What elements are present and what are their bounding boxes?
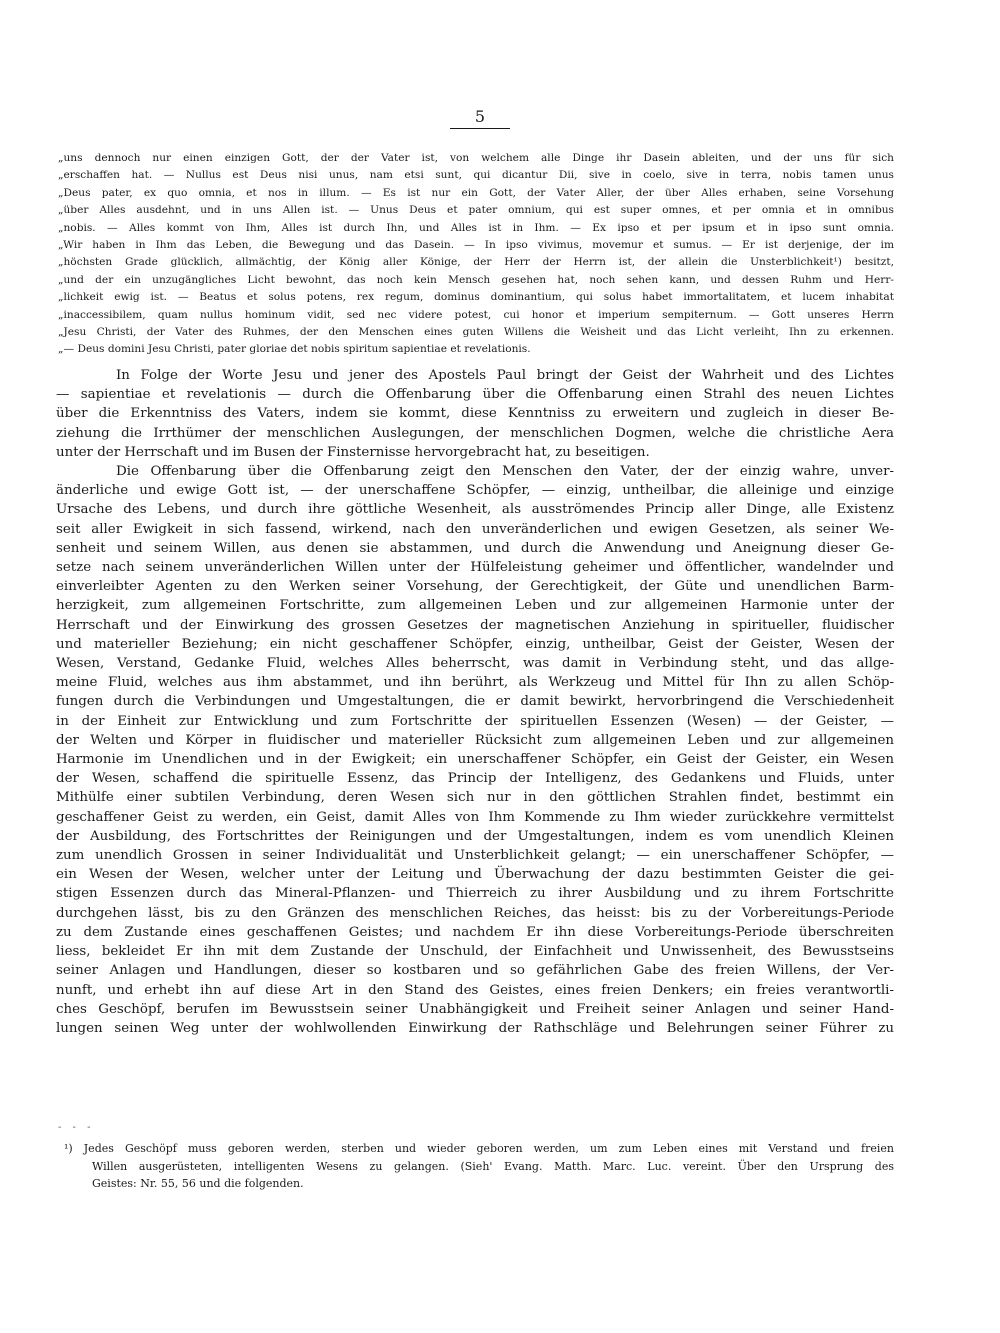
quotation-line: „und der ein unzugängliches Licht bewohnt, das noch kein Mensch gesehen hat, noch sehen kann, und dessen Ruhm und Herr- — [58, 273, 894, 286]
text-line: unter der Herrschaft und im Busen der Finsternisse hervorgebracht hat, zu beseitigen. — [56, 444, 650, 460]
quotation-line: „erschaffen hat. — Nullus est Deus nisi unus, nam etsi sunt, qui dicantur Dii, sive in coelo, sive in terra, nobis tamen unus — [58, 169, 894, 182]
footnote-line: Willen ausgerüsteten, intelligenten Wesens zu gelangen. (Sieh' Evang. Matth. Marc. Luc. vereint. Über den Ursprung des — [92, 1159, 894, 1173]
text-line: der Wesen, schaffend die spirituelle Essenz, das Princip der Intelligenz, des Gedankens und Fluids, unter — [56, 771, 894, 787]
text-line: Ursache des Lebens, und durch ihre göttliche Wesenheit, als ausströmendes Princip aller Dinge, alle Existenz — [56, 502, 894, 518]
footnote-separator: - - - — [58, 1122, 95, 1133]
text-line: ches Geschöpf, berufen im Bewusstsein seiner Unabhängigkeit und Freiheit seiner Anlagen und seiner Hand- — [56, 1001, 894, 1017]
text-line: seiner Anlagen und Handlungen, dieser so kostbaren und so gefährlichen Gabe des freien Willens, der Ver- — [56, 963, 894, 979]
text-line: in der Einheit zur Entwicklung und zum Fortschritte der spirituellen Essenzen (Wesen) — der Geister, — — [56, 713, 894, 729]
text-line: stigen Essenzen durch das Mineral-Pflanzen- und Thierreich zu ihrer Ausbildung und zu ihrem Fortschritte — [56, 886, 894, 902]
footnote-line: Geistes: Nr. 55, 56 und die folgenden. — [92, 1177, 304, 1191]
text-line: fungen durch die Verbindungen und Umgestaltungen, die er damit bewirkt, hervorbringend die Verschiedenheit — [56, 694, 894, 710]
text-line: zum unendlich Grossen in seiner Individualität und Unsterblichkeit gelangt; — ein unerschaffener Schöpfer, — — [56, 848, 894, 864]
text-line: In Folge der Worte Jesu und jener des Apostels Paul bringt der Geist der Wahrheit und des Lichtes — [116, 368, 894, 383]
body-text — [56, 366, 894, 1038]
text-line: senheit und seinem Willen, aus denen sie abstammen, und durch die Anwendung und Aneignung dieser Ge- — [56, 540, 894, 556]
quotation-line: „Deus pater, ex quo omnia, et nos in illum. — Es ist nur ein Gott, der Vater Aller, der über Alles erhaben, seine Vorsehung — [58, 186, 894, 199]
text-line: Herrschaft und der Einwirkung des grossen Gesetzes der magnetischen Anziehung in spiritueller, fluidischer — [56, 617, 894, 633]
quotation-line: „lichkeit ewig ist. — Beatus et solus potens, rex regum, dominus dominantium, qui solus habet immortalitatem, et lucem inhabitat — [58, 291, 894, 304]
text-line: einverleibter Agenten zu den Werken seiner Vorsehung, der Gerechtigkeit, der Güte und unendlichen Barm- — [56, 579, 894, 595]
text-line: und materieller Beziehung; ein nicht geschaffener Schöpfer, einzig, untheilbar, Geist der Geister, Wesen der — [56, 636, 894, 652]
text-line: geschaffener Geist zu werden, ein Geist, damit Alles von Ihm Kommende zu Ihm wieder zurückkehre vermittelst — [56, 809, 894, 825]
text-line: durchgehen lässt, bis zu den Gränzen des menschlichen Reiches, das heisst: bis zu der Vorbereitungs-Periode — [56, 905, 894, 921]
quotation-line: „Wir haben in Ihm das Leben, die Bewegung und das Dasein. — In ipso vivimus, movemur et sumus. — Er ist derjenige, der im — [58, 239, 894, 252]
text-line: Harmonie im Unendlichen und in der Ewigkeit; ein unerschaffener Schöpfer, ein Geist der Geister, ein Wesen — [56, 752, 894, 768]
quotation-line: „höchsten Grade glücklich, allmächtig, der König aller Könige, der Herr der Herrn ist, der allein die Unsterblichkeit¹) besitzt, — [58, 256, 894, 269]
footnote — [64, 1140, 894, 1193]
text-line: änderliche und ewige Gott ist, — der unerschaffene Schöpfer, — einzig, untheilbar, die alleinige und einzige — [56, 483, 894, 499]
quotation-line: „inaccessibilem, quam nullus hominum vidit, sed nec videre potest, cui honor et imperium sempiternum. — Gott unseres Herrn — [58, 308, 894, 321]
text-line: zu dem Zustande eines geschaffenen Geistes; und nachdem Er ihn diese Vorbereitungs-Periode überschreiten — [56, 924, 894, 940]
quotation-block — [58, 150, 894, 359]
text-line: herzigkeit, zum allgemeinen Fortschritte, zum allgemeinen Leben und zur allgemeinen Harmonie unter der — [56, 598, 894, 614]
text-line: ziehung die Irrthümer der menschlichen Auslegungen, der menschlichen Dogmen, welche die christliche Aera — [56, 425, 894, 441]
page-number: 5 — [450, 108, 510, 129]
text-line: lungen seinen Weg unter der wohlwollenden Einwirkung der Rathschläge und Belehrungen seiner Führer zu — [56, 1020, 894, 1036]
text-line: der Ausbildung, des Fortschrittes der Reinigungen und der Umgestaltungen, indem es vom unendlich Kleinen — [56, 828, 894, 844]
text-line: Wesen, Verstand, Gedanke Fluid, welches Alles beherrscht, was damit in Verbindung steht, und das allge- — [56, 656, 894, 672]
text-line: der Welten und Körper in fluidischer und materieller Rücksicht zum allgemeinen Leben und zur allgemeinen — [56, 732, 894, 748]
text-line: — sapientiae et revelationis — durch die Offenbarung über die Offenbarung einen Strahl des neuen Lichtes — [56, 387, 894, 403]
footnote-line: ¹) Jedes Geschöpf muss geboren werden, sterben und wieder geboren werden, um zum Leben eines mit Verstand und freien — [64, 1142, 894, 1155]
quotation-line: „nobis. — Alles kommt von Ihm, Alles ist durch Ihn, und Alles ist in Ihm. — Ex ipso et per ipsum et in ipso sunt omnia. — [58, 221, 894, 234]
quotation-line: „— Deus domini Jesu Christi, pater gloriae det nobis spiritum sapientiae et revelationis. — [58, 343, 531, 356]
text-line: meine Fluid, welches aus ihm abstammet, und ihn berührt, als Werkzeug und Mittel für Ihn zu allen Schöp- — [56, 675, 894, 691]
text-line: nunft, und erhebt ihn auf diese Art in den Stand des Geistes, eines freien Denkers; ein freies verantwortli- — [56, 982, 894, 998]
text-line: Mithülfe einer subtilen Verbindung, deren Wesen sich nur in den göttlichen Strahlen findet, bestimmt ein — [56, 790, 894, 806]
quotation-line: „über Alles ausdehnt, und in uns Allen ist. — Unus Deus et pater omnium, qui est super omnes, et per omnia et in omnibus — [58, 204, 894, 217]
text-line: liess, bekleidet Er ihn mit dem Zustande der Unschuld, der Einfachheit und Unwissenheit, des Bewusstseins — [56, 944, 894, 960]
text-line: Die Offenbarung über die Offenbarung zeigt den Menschen den Vater, der der einzig wahre, unver- — [116, 464, 894, 480]
text-line: über die Erkenntniss des Vaters, indem sie kommt, diese Kenntniss zu erweitern und zugleich in dieser Be- — [56, 406, 894, 422]
text-line: seit aller Ewigkeit in sich fassend, wirkend, nach den unveränderlichen und ewigen Gesetzen, als seiner We- — [56, 521, 894, 537]
quotation-line: „uns dennoch nur einen einzigen Gott, der der Vater ist, von welchem alle Dinge ihr Dasein ableiten, und der uns für sich — [58, 152, 894, 164]
quotation-line: „Jesu Christi, der Vater des Ruhmes, der den Menschen eines guten Willens die Weisheit und das Licht verleiht, Ihn zu erkennen. — [58, 326, 894, 339]
text-line: ein Wesen der Wesen, welcher unter der Leitung und Überwachung der dazu bestimmten Geister die gei- — [56, 867, 894, 883]
text-line: setze nach seinem unveränderlichen Willen unter der Hülfeleistung geheimer und öffentlicher, wandelnder und — [56, 560, 894, 576]
